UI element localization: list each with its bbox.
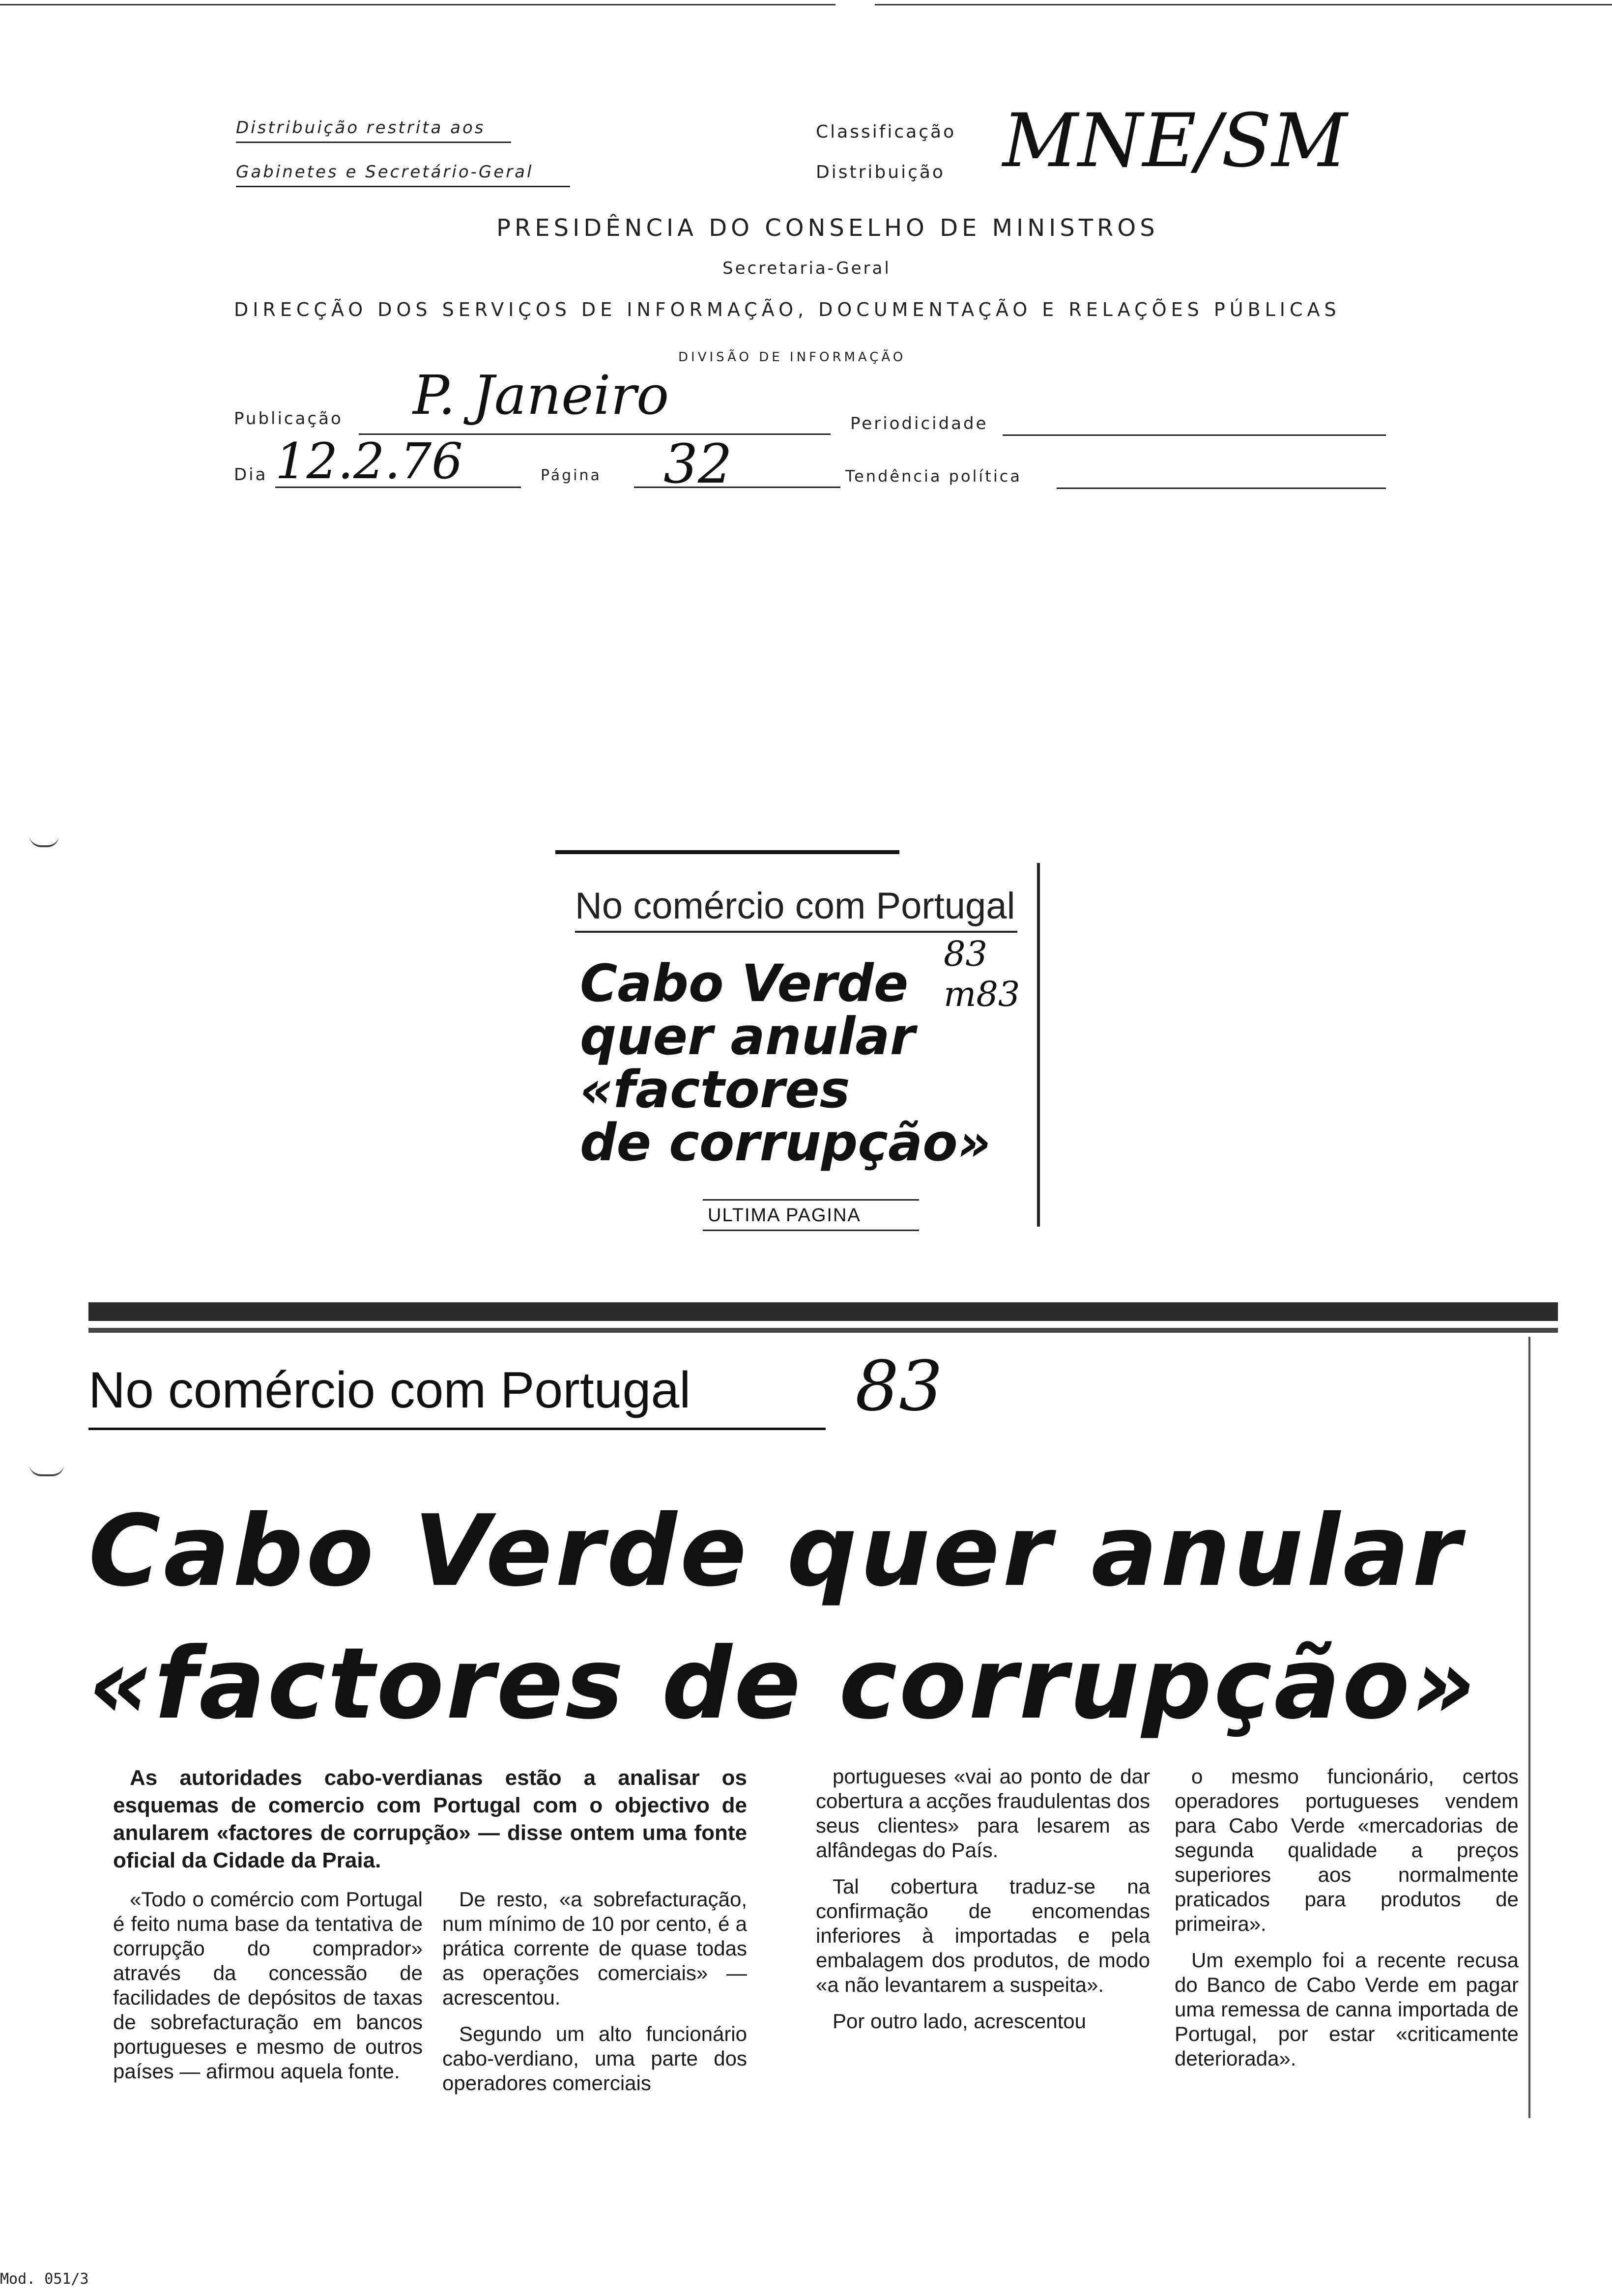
top-rule: [0, 4, 835, 5]
margin-mark-2: [29, 1464, 64, 1476]
clipping-small-kicker: No comércio com Portugal: [575, 885, 1015, 927]
distribution-note-underline-1: [236, 142, 511, 143]
clipping-small-kicker-rule: [575, 931, 1017, 933]
article-headline-line1: Cabo Verde quer anular: [88, 1494, 1464, 1608]
clipping-small-footer: ULTIMA PAGINA: [708, 1205, 861, 1226]
clipping-small-top-rule: [555, 850, 899, 854]
distribuicao-label: Distribuição: [816, 162, 945, 182]
dia-value: 12.2.76: [275, 432, 463, 490]
article-col3-p2: Tal cobertura traduz-se na confirmação de encomendas inferiores à importadas e pela embalagem dos produtos, de modo «a não levantarem a suspeita».: [816, 1875, 1150, 1996]
publicacao-label: Publicação: [234, 409, 343, 429]
distribution-note-2: Gabinetes e Secretário-Geral: [236, 162, 534, 182]
clipping-small-right-rule: [1037, 863, 1040, 1227]
article-col4-p1: o mesmo funcionário, certos operadores portugueses vendem para Cabo Verde «mercadorias de segunda qualidade a preços superiores aos normalmente praticados para produtos de primeira».: [1175, 1765, 1519, 1935]
article-col3-p3: Por outro lado, acrescentou: [833, 2009, 1086, 2033]
article-top-band-thin: [88, 1328, 1558, 1333]
article-annotation: 83: [855, 1347, 943, 1427]
tendencia-label: Tendência política: [845, 467, 1022, 486]
article-col3-p1: portugueses «vai ao ponto de dar cobertura a acções fraudulentas dos seus clientes» para lesarem as alfândegas do País.: [816, 1765, 1150, 1862]
article-column-2: [442, 1887, 747, 2107]
article-right-rule: [1528, 1337, 1530, 2118]
article-col1-p1: «Todo o comércio com Portugal é feito numa base da tentativa de corrupção do comprador» através da concessão de facilidades de depósitos de taxas de sobrefacturação em bancos portugueses e mesmo de outros países — afirmou aquela fonte.: [113, 1888, 423, 2083]
article-column-4: [1175, 1764, 1519, 2083]
clipping-small-headline-4: de corrupção»: [580, 1113, 991, 1173]
distribution-note-underline-2: [236, 186, 570, 187]
secretariat-title: Secretaria-Geral: [722, 258, 891, 278]
tendencia-field-line: [1057, 488, 1386, 489]
article-kicker: No comércio com Portugal: [88, 1362, 691, 1419]
pagina-label: Página: [541, 467, 602, 484]
directorate-title: DIRECÇÃO DOS SERVIÇOS DE INFORMAÇÃO, DOCUMENTAÇÃO E RELAÇÕES PÚBLICAS: [234, 299, 1341, 320]
article-headline-line2: «factores de corrupção»: [88, 1627, 1478, 1741]
article-column-1: [113, 1887, 423, 2095]
institution-title: PRESIDÊNCIA DO CONSELHO DE MINISTROS: [496, 214, 1159, 242]
article-col2-p1: De resto, «a sobrefacturação, num mínimo de 10 por cento, é a prática corrente de quase todas as operações comerciais» — acrescentou.: [442, 1888, 747, 2009]
clipping-small-headline-2: quer anular: [580, 1006, 915, 1066]
classificacao-label: Classificação: [816, 122, 956, 142]
article-lead-text: As autoridades cabo-verdianas estão a analisar os esquemas de comercio com Portugal com o objectivo de anularem «factores de corrupção» — disse ontem uma fonte oficial da Cidade da Praia.: [113, 1766, 747, 1872]
article-top-band: [88, 1302, 1558, 1321]
periodicidade-label: Periodicidade: [850, 414, 988, 433]
clipping-small: [555, 850, 1042, 1234]
article-col2-p2: Segundo um alto funcionário cabo-verdiano, uma parte dos operadores comerciais: [442, 2022, 747, 2095]
article-kicker-underline: [88, 1428, 826, 1430]
top-rule-right: [875, 4, 1612, 5]
margin-mark-1: [29, 835, 59, 847]
publicacao-value: P. Janeiro: [413, 364, 669, 427]
article-lead: [113, 1764, 747, 1886]
clipping-small-annotation: 83 m83: [944, 934, 1020, 1014]
clipping-small-footer-rule-top: [703, 1199, 919, 1201]
distribution-note-1: Distribuição restrita aos: [236, 118, 486, 138]
article-col4-p2: Um exemplo foi a recente recusa do Banco de Cabo Verde em pagar uma remessa de canna importada de Portugal, por estar «criticamente deteriorada».: [1175, 1949, 1519, 2070]
article-column-3: [816, 1764, 1150, 2045]
model-code: Mod. 051/3: [0, 2270, 89, 2288]
dia-label: Dia: [234, 465, 268, 485]
clipping-small-footer-rule-bottom: [703, 1230, 919, 1231]
periodicidade-field-line: [1003, 434, 1386, 436]
clipping-small-headline-1: Cabo Verde: [580, 953, 909, 1013]
pagina-value: 32: [663, 432, 732, 495]
clipping-small-headline-3: «factores: [580, 1060, 850, 1119]
division-title: DIVISÃO DE INFORMAÇÃO: [678, 350, 906, 365]
handwritten-classification: MNE/SM: [1003, 98, 1348, 184]
